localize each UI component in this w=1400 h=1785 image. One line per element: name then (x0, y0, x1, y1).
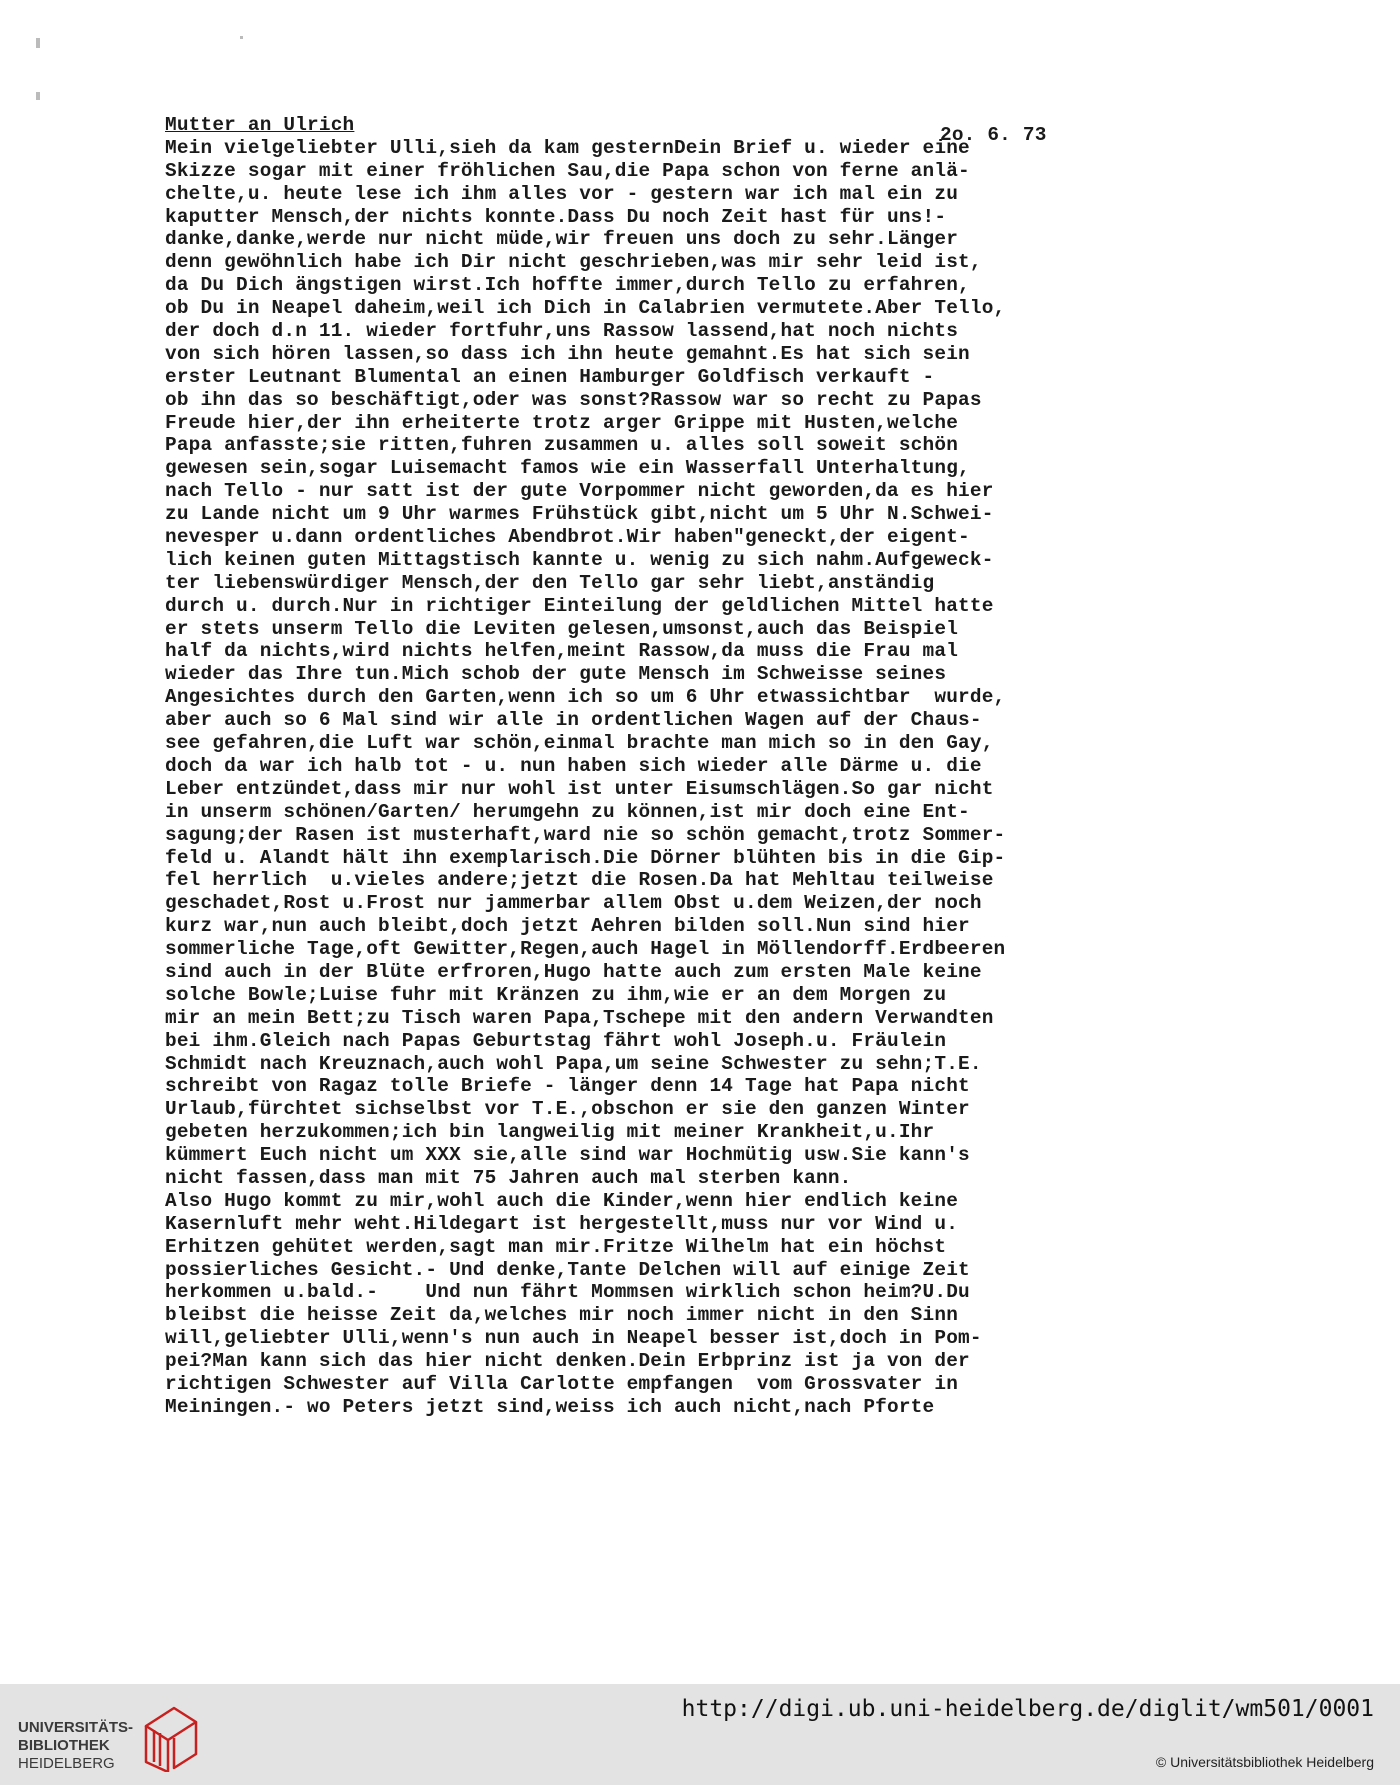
letter-line: wieder das Ihre tun.Mich schob der gute Mensch im Schweisse seines (165, 663, 947, 686)
logo-line-3: HEIDELBERG (18, 1755, 115, 1772)
library-building-icon (138, 1700, 200, 1772)
letter-header (165, 114, 1155, 146)
letter-line: kaputter Mensch,der nichts konnte.Dass Du noch Zeit hast für uns!- (165, 205, 947, 228)
letter-line: Freude hier,der ihn erheiterte trotz arger Grippe mit Husten,welche (165, 411, 959, 434)
letter-line: ob ihn das so beschäftigt,oder was sonst?Rassow war so recht zu Papas (165, 388, 982, 411)
logo-line-1: UNIVERSITÄTS- (18, 1719, 134, 1736)
letter-line: pei?Man kann sich das hier nicht denken.Dein Erbprinz ist ja von der (165, 1350, 970, 1373)
letter-line: see gefahren,die Luft war schön,einmal brachte man mich so in den Gay, (165, 732, 994, 755)
letter-line: lich keinen guten Mittagstisch kannte u. wenig zu sich nahm.Aufgeweck- (165, 548, 994, 571)
letter-line: Schmidt nach Kreuznach,auch wohl Papa,um seine Schwester zu sehn;T.E. (165, 1052, 982, 1075)
letter-line: er stets unserm Tello die Leviten gelesen,umsonst,auch das Beispiel (165, 617, 959, 640)
letter-lines (165, 137, 1155, 1419)
letter-line: Meiningen.- wo Peters jetzt sind,weiss ich auch nicht,nach Pforte (165, 1395, 935, 1418)
letter-line: possierliches Gesicht.- Und denke,Tante Delchen will auf einige Zeit (165, 1258, 970, 1281)
letter-line: Angesichtes durch den Garten,wenn ich so um 6 Uhr etwassichtbar wurde, (165, 686, 1006, 709)
letter-line: bei ihm.Gleich nach Papas Geburtstag fährt wohl Joseph.u. Fräulein (165, 1029, 947, 1052)
letter-line: schreibt von Ragaz tolle Briefe - länger denn 14 Tage hat Papa nicht (165, 1075, 970, 1098)
letter-line: von sich hören lassen,so dass ich ihn heute gemahnt.Es hat sich sein (165, 342, 970, 365)
letter-line: gewesen sein,sogar Luisemacht famos wie ein Wasserfall Unterhaltung, (165, 457, 970, 480)
letter-heading: Mutter an Ulrich (165, 114, 355, 136)
letter-line: richtigen Schwester auf Villa Carlotte empfangen vom Grossvater in (165, 1372, 959, 1395)
letter-line: doch da war ich halb tot - u. nun haben sich wieder alle Därme u. die (165, 754, 982, 777)
letter-line: nicht fassen,dass man mit 75 Jahren auch mal sterben kann. (165, 1166, 852, 1189)
letter-line: nevesper u.dann ordentliches Abendbrot.Wir haben"geneckt,der eigent- (165, 526, 970, 549)
letter-line: gebeten herzukommen;ich bin langweilig mit meiner Krankheit,u.Ihr (165, 1121, 935, 1144)
letter-line: Erhitzen gehütet werden,sagt man mir.Fritze Wilhelm hat ein höchst (165, 1235, 947, 1258)
logo-text (18, 1719, 143, 1773)
letter-line: mir an mein Bett;zu Tisch waren Papa,Tschepe mit den andern Verwandten (165, 1006, 994, 1029)
letter-line: da Du Dich ängstigen wirst.Ich hoffte immer,durch Tello zu erfahren, (165, 274, 970, 297)
permalink-url[interactable]: http://digi.ub.uni-heidelberg.de/diglit/wm501/0001 (681, 1696, 1374, 1722)
copyright-notice: © Universitätsbibliothek Heidelberg (1155, 1754, 1374, 1770)
letter-line: kurz war,nun auch bleibt,doch jetzt Aehren bilden soll.Nun sind hier (165, 915, 970, 938)
letter-line: danke,danke,werde nur nicht müde,wir freuen uns doch zu sehr.Länger (165, 228, 959, 251)
letter-line: sind auch in der Blüte erfroren,Hugo hatte auch zum ersten Male keine (165, 960, 982, 983)
logo-line-2: BIBLIOTHEK (18, 1737, 110, 1754)
letter-line: sommerliche Tage,oft Gewitter,Regen,auch Hagel in Möllendorff.Erdbeeren (165, 938, 1006, 961)
letter-line: aber auch so 6 Mal sind wir alle in ordentlichen Wagen auf der Chaus- (165, 709, 982, 732)
letter-line: chelte,u. heute lese ich ihm alles vor - gestern war ich mal ein zu (165, 182, 959, 205)
letter-line: Also Hugo kommt zu mir,wohl auch die Kinder,wenn hier endlich keine (165, 1189, 959, 1212)
letter-line: half da nichts,wird nichts helfen,meint Rassow,da muss die Frau mal (165, 640, 959, 663)
letter-line: Papa anfasste;sie ritten,fuhren zusammen u. alles soll soweit schön (165, 434, 959, 457)
letter-line: denn gewöhnlich habe ich Dir nicht geschrieben,was mir sehr leid ist, (165, 251, 982, 274)
letter-line: in unserm schönen/Garten/ herumgehn zu können,ist mir doch eine Ent- (165, 800, 970, 823)
letter-line: Urlaub,fürchtet sichselbst vor T.E.,obschon er sie den ganzen Winter (165, 1098, 970, 1121)
letter-line: der doch d.n 11. wieder fortfuhr,uns Rassow lassend,hat noch nichts (165, 320, 959, 343)
letter-line: zu Lande nicht um 9 Uhr warmes Frühstück gibt,nicht um 5 Uhr N.Schwei- (165, 503, 994, 526)
letter-line: kümmert Euch nicht um XXX sie,alle sind war Hochmütig usw.Sie kann's (165, 1144, 970, 1167)
footer-bar (0, 1684, 1400, 1785)
letter-body (165, 114, 1155, 1419)
letter-line: nach Tello - nur satt ist der gute Vorpommer nicht geworden,da es hier (165, 480, 994, 503)
scan-artifact (36, 38, 40, 48)
letter-line: durch u. durch.Nur in richtiger Einteilung der geldlichen Mittel hatte (165, 594, 994, 617)
letter-line: Skizze sogar mit einer fröhlichen Sau,die Papa schon von ferne anlä- (165, 159, 970, 182)
letter-line: Mein vielgeliebter Ulli,sieh da kam gesternDein Brief u. wieder eine (165, 136, 970, 159)
letter-line: solche Bowle;Luise fuhr mit Kränzen zu ihm,wie er an dem Morgen zu (165, 983, 947, 1006)
scan-artifact (36, 92, 40, 100)
letter-line: sagung;der Rasen ist musterhaft,ward nie so schön gemacht,trotz Sommer- (165, 823, 1006, 846)
letter-line: Kasernluft mehr weht.Hildegart ist hergestellt,muss nur vor Wind u. (165, 1212, 959, 1235)
letter-line: will,geliebter Ulli,wenn's nun auch in Neapel besser ist,doch in Pom- (165, 1327, 982, 1350)
letter-line: Leber entzündet,dass mir nur wohl ist unter Eisumschlägen.So gar nicht (165, 777, 994, 800)
library-logo[interactable] (18, 1696, 198, 1776)
letter-line: geschadet,Rost u.Frost nur jammerbar allem Obst u.dem Weizen,der noch (165, 892, 982, 915)
letter-date: 2o. 6. 73 (940, 124, 1047, 146)
letter-line: fel herrlich u.vieles andere;jetzt die Rosen.Da hat Mehltau teilweise (165, 869, 994, 892)
letter-line: ob Du in Neapel daheim,weil ich Dich in Calabrien vermutete.Aber Tello, (165, 297, 1006, 320)
letter-line: herkommen u.bald.- Und nun fährt Mommsen wirklich schon heim?U.Du (165, 1281, 970, 1304)
letter-line: ter liebenswürdiger Mensch,der den Tello gar sehr liebt,anständig (165, 571, 935, 594)
scan-artifact (240, 36, 243, 39)
letter-line: erster Leutnant Blumental an einen Hamburger Goldfisch verkauft - (165, 365, 935, 388)
letter-line: feld u. Alandt hält ihn exemplarisch.Die Dörner blühten bis in die Gip- (165, 846, 1006, 869)
letter-line: bleibst die heisse Zeit da,welches mir noch immer nicht in den Sinn (165, 1304, 959, 1327)
